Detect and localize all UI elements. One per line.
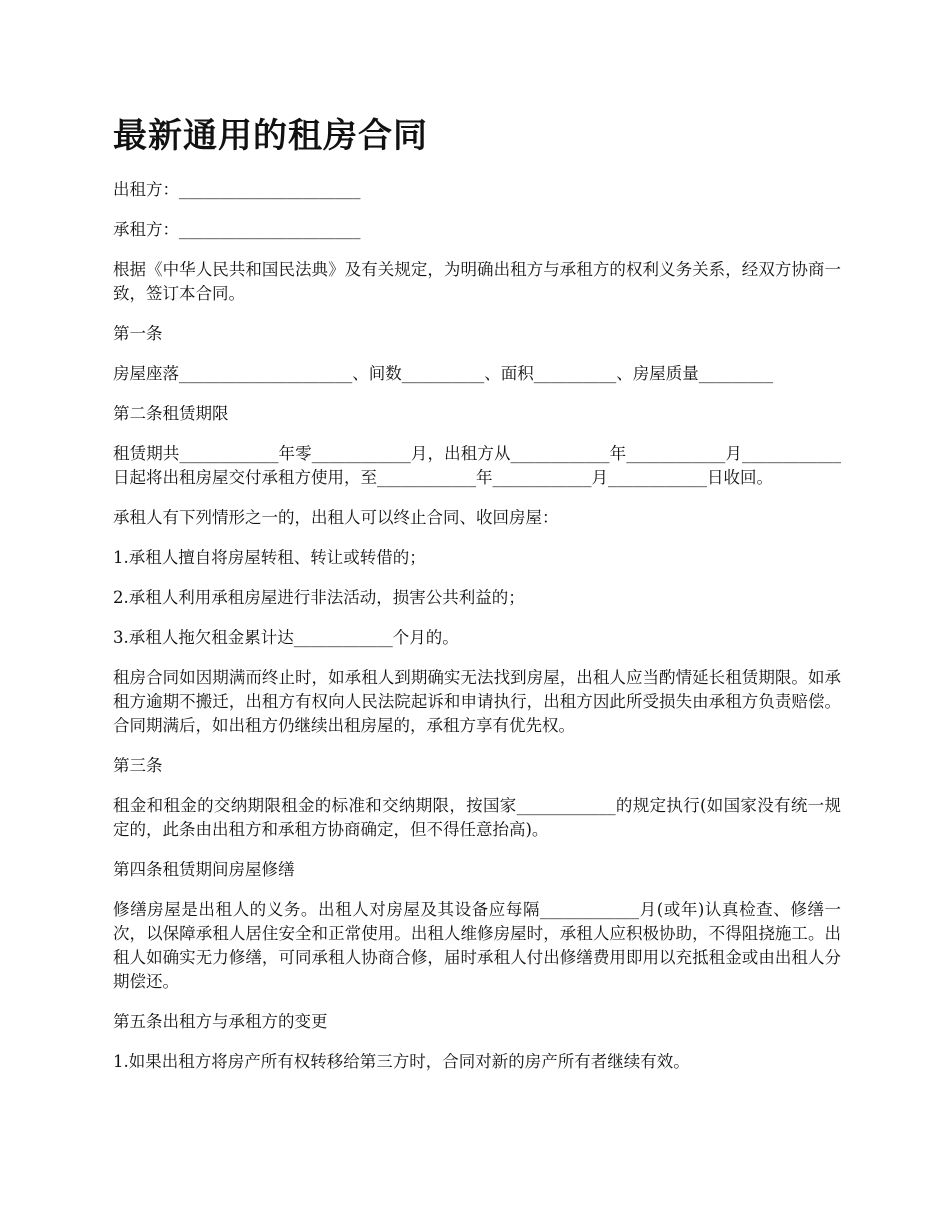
- expiry-paragraph: 租房合同如因期满而终止时，如承租人到期确实无法找到房屋，出租人应当酌情延长租赁期限。如承租方逾期不搬迁，出租方有权向人民法院起诉和申请执行，出租方因此所受损失由承租方负责赔偿。合同期满后，如出租方仍继续出租房屋的，承租方享有优先权。: [113, 668, 841, 735]
- termination-intro: 承租人有下列情形之一的，出租人可以终止合同、收回房屋：: [113, 508, 559, 527]
- article-3-heading: 第三条: [113, 756, 163, 775]
- article-2-text: 租赁期共____________年零____________月，出租方从____________年____________月____________日起将出租房屋交付承租方使用，至____________年____________月____________日收回。: [113, 444, 841, 487]
- document-page: [113, 112, 841, 1090]
- article-4-text: 修缮房屋是出租人的义务。出租人对房屋及其设备应每隔____________月(或年)认真检查、修缮一次，以保障承租人居住安全和正常使用。出租人维修房屋时，承租人应积极协助，不得阻挠施工。出租人如确实无力修缮，可同承租人协商合修，届时承租人付出修缮费用即用以充抵租金或由出租人分期偿还。: [113, 900, 841, 991]
- article-5-heading: 第五条出租方与承租方的变更: [113, 1012, 328, 1031]
- article-1-text: 房屋座落_____________________、间数__________、面积__________、房屋质量_________: [113, 364, 773, 383]
- termination-item-3: 3.承租人拖欠租金累计达____________个月的。: [113, 628, 459, 647]
- article-4-heading: 第四条租赁期间房屋修缮: [113, 860, 295, 879]
- termination-item-2: 2.承租人利用承租房屋进行非法活动，损害公共利益的；: [113, 588, 525, 607]
- article-3-text: 租金和租金的交纳期限租金的标准和交纳期限，按国家____________的规定执行(如国家没有统一规定的，此条由出租方和承租方协商确定，但不得任意抬高)。: [113, 796, 841, 839]
- document-title: 最新通用的租房合同: [113, 116, 428, 156]
- lessor-line: 出租方：______________________: [113, 180, 361, 199]
- termination-item-1: 1.承租人擅自将房屋转租、转让或转借的；: [113, 548, 426, 567]
- lessee-line: 承租方：______________________: [113, 220, 361, 239]
- article-1-heading: 第一条: [113, 324, 163, 343]
- article-5-item-1: 1.如果出租方将房产所有权转移给第三方时，合同对新的房产所有者继续有效。: [113, 1052, 690, 1071]
- article-2-heading: 第二条租赁期限: [113, 404, 229, 423]
- preamble-paragraph: 根据《中华人民共和国民法典》及有关规定，为明确出租方与承租方的权利义务关系，经双方协商一致，签订本合同。: [113, 260, 841, 303]
